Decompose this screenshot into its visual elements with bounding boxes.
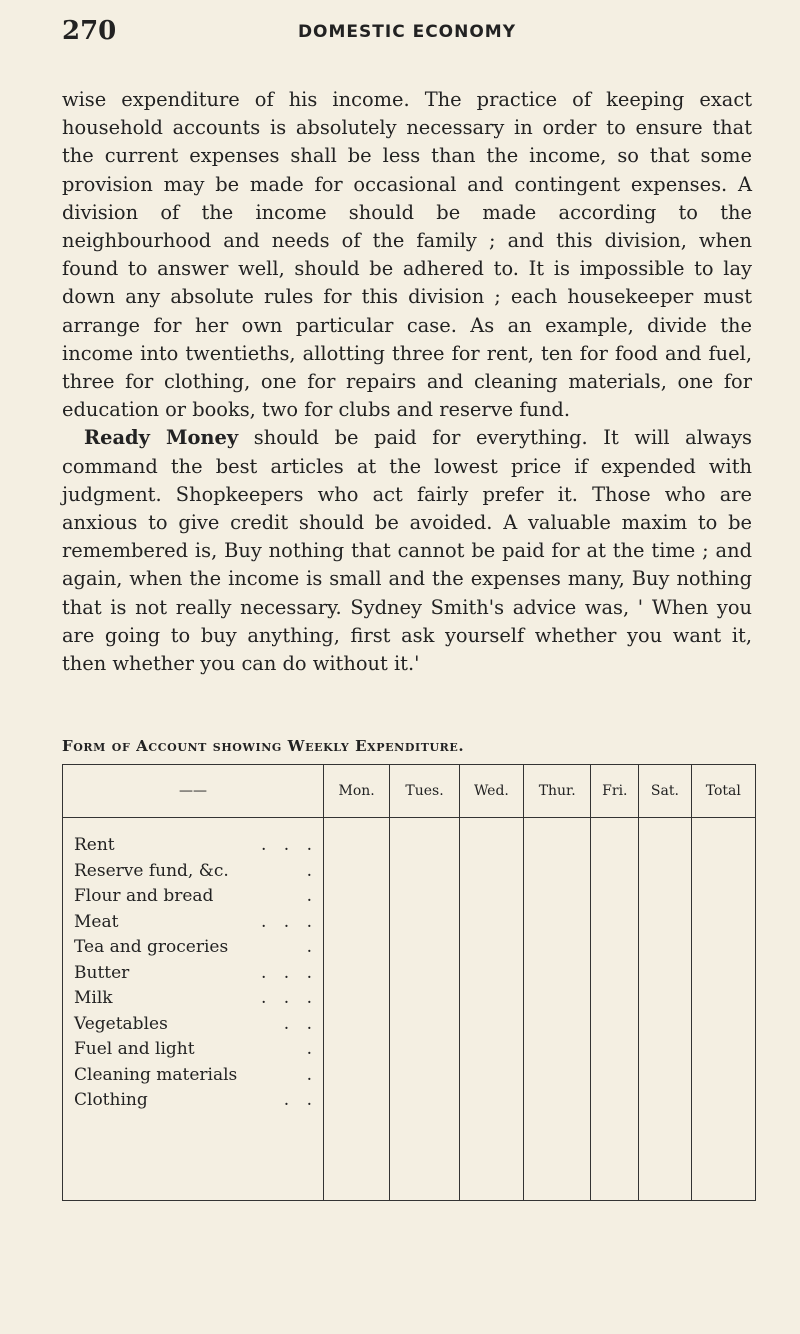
item-leader: . . . xyxy=(260,911,318,932)
item-label: Fuel and light xyxy=(74,1039,195,1059)
expense-items xyxy=(64,819,322,1114)
item-list-cell xyxy=(63,818,324,1201)
item-leader: . xyxy=(306,1039,318,1059)
item-label: Clothing xyxy=(74,1090,148,1110)
column-header: Tues. xyxy=(390,765,460,818)
item-leader: . xyxy=(306,860,318,881)
page-number: 270 xyxy=(62,16,117,46)
day-cell xyxy=(639,818,691,1201)
table-title: Form of Account showing Weekly Expenditure. xyxy=(62,737,465,755)
item-label: Vegetables xyxy=(74,1013,168,1034)
list-item xyxy=(74,1012,318,1038)
column-header: Sat. xyxy=(639,765,691,818)
item-label: Flour and bread xyxy=(74,886,214,906)
item-label: Butter xyxy=(74,962,130,983)
item-leader: . . . xyxy=(260,835,318,855)
column-header: Thur. xyxy=(523,765,590,818)
item-leader: . xyxy=(306,886,318,906)
column-header: Mon. xyxy=(324,765,390,818)
item-label: Rent xyxy=(74,835,115,855)
total-cell xyxy=(691,818,755,1201)
day-cell xyxy=(523,818,590,1201)
list-item xyxy=(74,1088,318,1114)
item-leader: . . . xyxy=(260,988,318,1008)
weekly-expenditure-table xyxy=(62,764,756,1201)
table-row xyxy=(63,818,756,1201)
item-label: Cleaning materials xyxy=(74,1064,238,1085)
list-item xyxy=(74,1037,318,1063)
table-header-row xyxy=(63,765,756,818)
item-leader: . xyxy=(306,1064,318,1085)
paragraph-1-text: wise expenditure of his income. The practice of keeping exact household accounts is absolutely necessary in order to ensure that the current expenses shall be less than the income, so that some provision may be made for occasional and contingent expenses. A division of the income should be made according to the neighbourhood and needs of the family ; and this division, when found to answer well, should be adhered to. It is impossible to lay down any absolute rules for this division ; each housekeeper must arrange for her own particular case. As an example, divide the income into twentieths, allotting three for rent, ten for food and fuel, three for clothing, one for repairs and cleaning materials, one for education or books, two for clubs and reserve fund. xyxy=(62,88,752,422)
day-cell xyxy=(324,818,390,1201)
item-label: Meat xyxy=(74,911,119,932)
item-label: Milk xyxy=(74,988,113,1008)
list-item xyxy=(74,961,318,987)
item-leader: . . . xyxy=(260,962,318,983)
column-header: Wed. xyxy=(459,765,523,818)
item-leader: . . xyxy=(283,1013,318,1034)
list-item xyxy=(74,884,318,910)
paragraph-1 xyxy=(62,86,752,424)
list-item xyxy=(74,910,318,936)
paragraph-2-lead: Ready Money xyxy=(84,426,239,450)
paragraph-2 xyxy=(62,424,752,678)
running-head: DOMESTIC ECONOMY xyxy=(297,22,517,42)
day-cell xyxy=(390,818,460,1201)
list-item xyxy=(74,986,318,1012)
paragraph-2-text: should be paid for everything. It will always command the best articles at the lowest price if expended with judgment. Shopkeepers who act fairly prefer it. Those who are anxious to give credit should be avoided. A valuable maxim to be remembered is, Buy nothing that cannot be paid for at the time ; and again, when the income is small and the expenses many, Buy nothing that is not really necessary. Sydney Smith's advice was, ' When you are going to buy anything, first ask yourself whether you want it, then whether you can do without it.' xyxy=(62,426,752,676)
body-text xyxy=(62,86,752,678)
list-item xyxy=(74,935,318,961)
page-header xyxy=(62,14,752,54)
item-label: Reserve fund, &c. xyxy=(74,860,229,881)
day-cell xyxy=(591,818,639,1201)
column-header: Fri. xyxy=(591,765,639,818)
column-header: Total xyxy=(691,765,755,818)
item-label: Tea and groceries xyxy=(74,937,229,957)
corner-cell: —— xyxy=(63,765,324,818)
day-cell xyxy=(459,818,523,1201)
item-leader: . . xyxy=(283,1090,318,1110)
list-item xyxy=(74,859,318,885)
list-item xyxy=(74,833,318,859)
item-leader: . xyxy=(306,937,318,957)
list-item xyxy=(74,1063,318,1089)
